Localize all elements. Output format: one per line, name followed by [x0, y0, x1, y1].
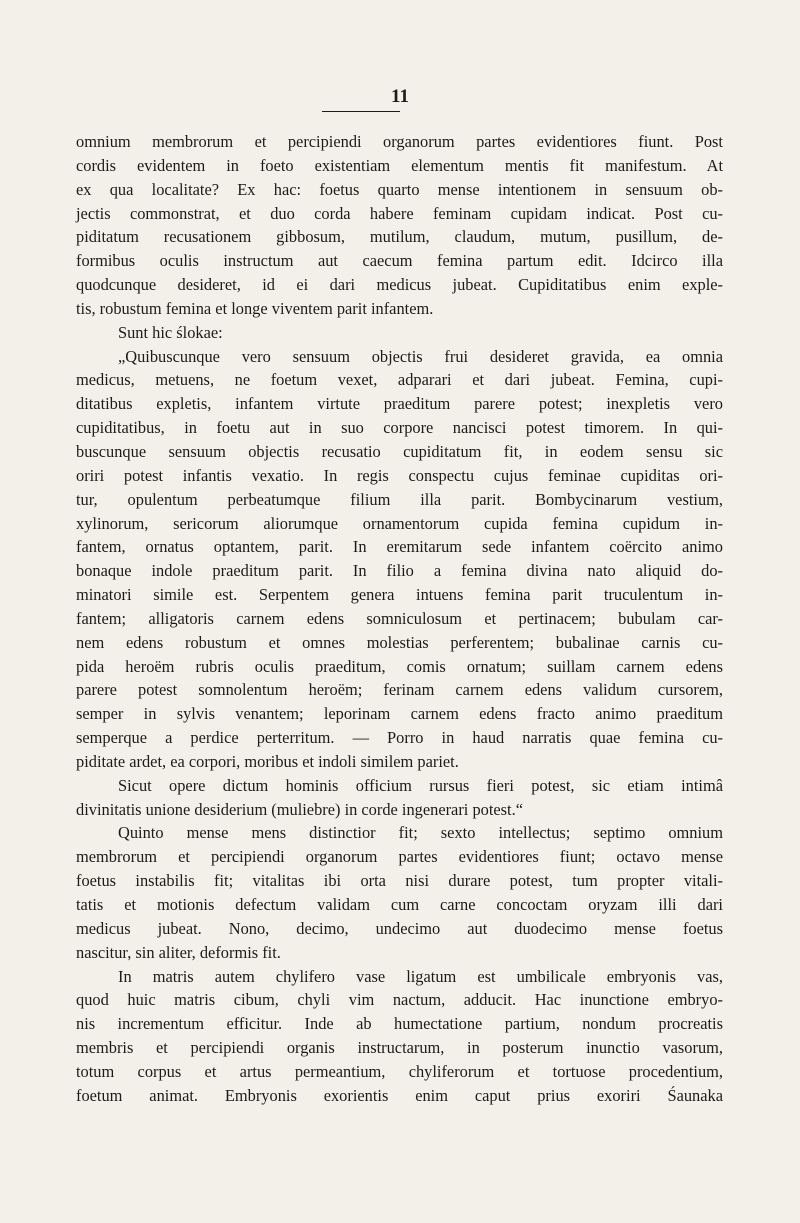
text-line: Sunt hic ślokae: [118, 322, 223, 342]
text-line: jectis commonstrat, et duo corda habere feminam cupidam indicat. Post cu- [76, 203, 723, 223]
page-number: 11 [391, 86, 409, 107]
text-line: membris et percipiendi organis instructarum, in posterum inunctio vasorum, [76, 1038, 723, 1058]
text-line: tur, opulentum perbeatumque filium illa parit. Bombycinarum vestium, [76, 489, 723, 509]
text-line: fantem, ornatus optantem, parit. In eremitarum sede infantem coërcito animo [76, 537, 723, 557]
text-line: semper in sylvis venantem; leporinam carnem edens fracto animo praeditum [76, 704, 723, 724]
text-line: fantem; alligatoris carnem edens somniculosum et pertinacem; bubulam car- [76, 608, 723, 628]
text-line: ditatibus expletis, infantem virtute praeditum parere potest; inexpletis vero [76, 394, 723, 414]
text-line: totum corpus et artus permeantium, chyliferorum et tortuose procedentium, [76, 1061, 723, 1081]
text-line: parere potest somnolentum heroëm; ferinam carnem edens validum cursorem, [76, 680, 723, 700]
text-line: cordis evidentem in foeto existentiam elementum mentis fit manifestum. At [76, 155, 723, 175]
text-line: minatori simile est. Serpentem genera intuens femina parit truculentum in- [76, 585, 723, 605]
text-line: Quinto mense mens distinctior fit; sexto intellectus; septimo omnium [118, 823, 723, 843]
text-line: semperque a perdice perterritum. — Porro in haud narratis quae femina cu- [76, 728, 723, 748]
text-line: medicus, metuens, ne foetum vexet, adparari et dari jubeat. Femina, cupi- [76, 370, 723, 390]
text-line: bonaque indole praeditum parit. In filio a femina divina nato aliquid do- [76, 561, 723, 581]
text-line: „Quibuscunque vero sensuum objectis frui desideret gravida, ea omnia [118, 346, 723, 366]
text-line: cupiditatibus, in foetu aut in suo corpore nancisci potest timorem. In qui- [76, 418, 723, 438]
text-line: omnium membrorum et percipiendi organorum partes evidentiores fiunt. Post [76, 132, 723, 151]
text-line: piditatum recusationem gibbosum, mutilum, claudum, mutum, pusillum, de- [76, 227, 723, 247]
text-line: piditate ardet, ea corpori, moribus et indoli similem pariet. [76, 751, 459, 771]
text-line: formibus oculis instructum aut caecum femina partum edit. Idcirco illa [76, 251, 723, 271]
text-line: xylinorum, sericorum aliorumque ornamentorum cupida femina cupidum in- [76, 513, 723, 533]
text-line: oriri potest infantis vexatio. In regis conspectu cujus feminae cupiditas ori- [76, 465, 723, 485]
text-line: divinitatis unione desiderium (muliebre) in corde ingenerari potest.“ [76, 799, 523, 819]
text-line: tatis et motionis defectum validam cum carne concoctam oryzam illi dari [76, 895, 723, 914]
text-line: pida heroëm rubris oculis praeditum, comis ornatum; suillam carnem edens [76, 656, 723, 676]
text-line: medicus jubeat. Nono, decimo, undecimo aut duodecimo mense foetus [76, 918, 723, 938]
text-line: nis incrementum efficitur. Inde ab humectatione partium, nondum procreatis [76, 1014, 723, 1034]
body-text [76, 130, 723, 1108]
text-line: quodcunque desideret, id ei dari medicus jubeat. Cupiditatibus enim exple- [76, 275, 723, 295]
text-line: nascitur, sin aliter, deformis fit. [76, 942, 281, 962]
text-line: buscunque sensuum objectis recusatio cupiditatum fit, in eodem sensu sic [76, 441, 723, 461]
text-line: ex qua localitate? Ex hac: foetus quarto mense intentionem in sensuum ob- [76, 179, 723, 199]
text-line: Sicut opere dictum hominis officium rursus fieri potest, sic etiam intimâ [118, 775, 723, 795]
header-rule [322, 111, 400, 112]
text-line: In matris autem chylifero vase ligatum est umbilicale embryonis vas, [118, 966, 723, 986]
text-line: nem edens robustum et omnes molestias perferentem; bubalinae carnis cu- [76, 632, 723, 652]
text-line: foetus instabilis fit; vitalitas ibi orta nisi durare potest, tum propter vitali- [76, 871, 723, 891]
text-line: foetum animat. Embryonis exorientis enim caput prius exoriri Śaunaka [76, 1085, 723, 1105]
text-line: tis, robustum femina et longe viventem parit infantem. [76, 298, 434, 318]
text-line: membrorum et percipiendi organorum partes evidentiores fiunt; octavo mense [76, 847, 723, 867]
text-line: quod huic matris cibum, chyli vim nactum, adducit. Hac inunctione embryo- [76, 990, 723, 1010]
